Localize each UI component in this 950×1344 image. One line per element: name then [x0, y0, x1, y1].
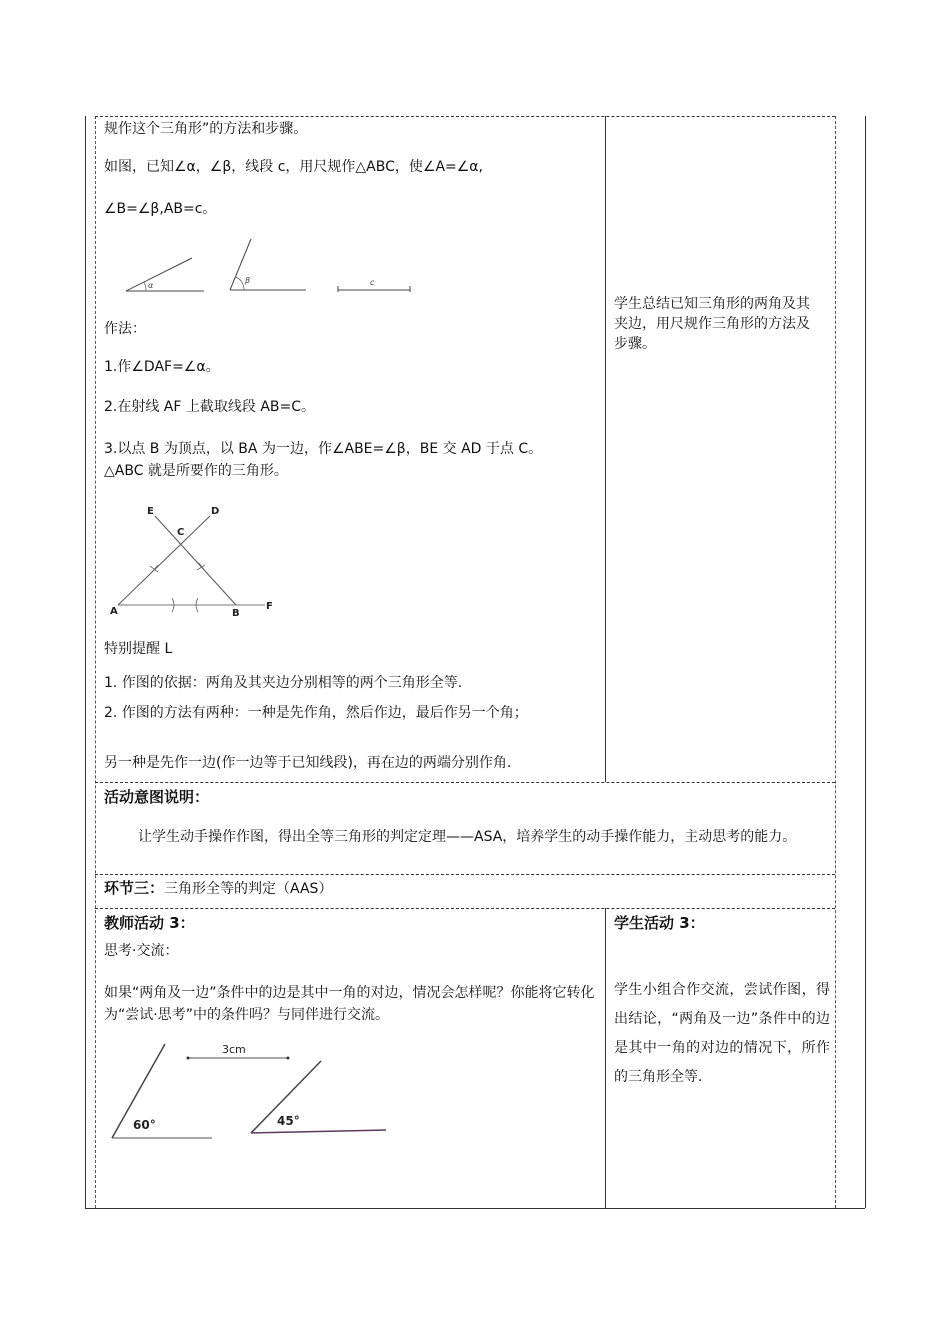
fig-label-D: D	[211, 506, 220, 517]
teacher3-question: 如果“两角及一边”条件中的边是其中一角的对边，情况会怎样呢？你能将它转化为“尝试·思考”中的条件吗？与同伴进行交流。	[104, 985, 595, 1023]
intent-body: 让学生动手操作作图，得出全等三角形的判定定理——ASA，培养学生的动手操作能力，主动思考的能力。	[138, 829, 797, 845]
reminder3: 另一种是先作一边(作一边等于已知线段)，再在边的两端分别作角.	[104, 755, 512, 771]
step3a: 3.以点 B 为顶点，以 BA 为一边，作∠ABE=∠β，BE 交 AD 于点 C。	[104, 441, 543, 457]
student3-body: 学生小组合作交流，尝试作图，得出结论，“两角及一边”条件中的边是其中一角的对边的情况下，所作的三角形全等.	[614, 982, 830, 1085]
fig-label-A: A	[110, 606, 118, 617]
angle-beta-label: β	[245, 276, 251, 285]
text-line1: 如图，已知∠α，∠β，线段 c，用尺规作△ABC，使∠A=∠α,	[104, 159, 483, 175]
segment-c-label: c	[370, 278, 375, 287]
section3-label: 环节三：	[104, 879, 165, 897]
text-line2: ∠B=∠β,AB=c。	[104, 201, 217, 217]
student-summary: 学生总结已知三角形的两角及其夹边，用尺规作三角形的方法及步骤。	[614, 296, 810, 352]
teacher3-title: 教师活动 3：	[104, 914, 195, 932]
step2: 2.在射线 AF 上截取线段 AB=C。	[104, 399, 316, 415]
reminder-title: 特别提醒 L	[104, 641, 173, 657]
reminder1: 1. 作图的依据：两角及其夹边分别相等的两个三角形全等.	[104, 675, 463, 691]
fig-label-C: C	[177, 527, 185, 538]
reminder2: 2. 作图的方法有两种：一种是先作角，然后作边，最后作另一个角；	[104, 705, 528, 721]
step1: 1.作∠DAF=∠α。	[104, 359, 220, 375]
step3b: △ABC 就是所要作的三角形。	[104, 463, 288, 479]
angle-alpha-label: α	[148, 281, 154, 290]
angle-45-label: 45°	[277, 1114, 300, 1128]
method-title: 作法：	[104, 321, 146, 337]
segment-3cm-label: 3cm	[222, 1043, 246, 1056]
segment-3cm-figure	[187, 1043, 290, 1060]
angle-60-label: 60°	[133, 1118, 156, 1132]
intent-title: 活动意图说明：	[104, 788, 210, 806]
fig-label-F: F	[266, 601, 273, 612]
teacher3-think: 思考·交流：	[104, 943, 179, 959]
section3-title: 三角形全等的判定（AAS）	[164, 881, 333, 897]
fig-label-E: E	[147, 506, 154, 517]
text-line0: 规作这个三角形”的方法和步骤。	[104, 121, 308, 137]
angle-45-figure	[251, 1061, 386, 1133]
fig-label-B: B	[232, 608, 240, 619]
student3-title: 学生活动 3：	[614, 914, 705, 932]
